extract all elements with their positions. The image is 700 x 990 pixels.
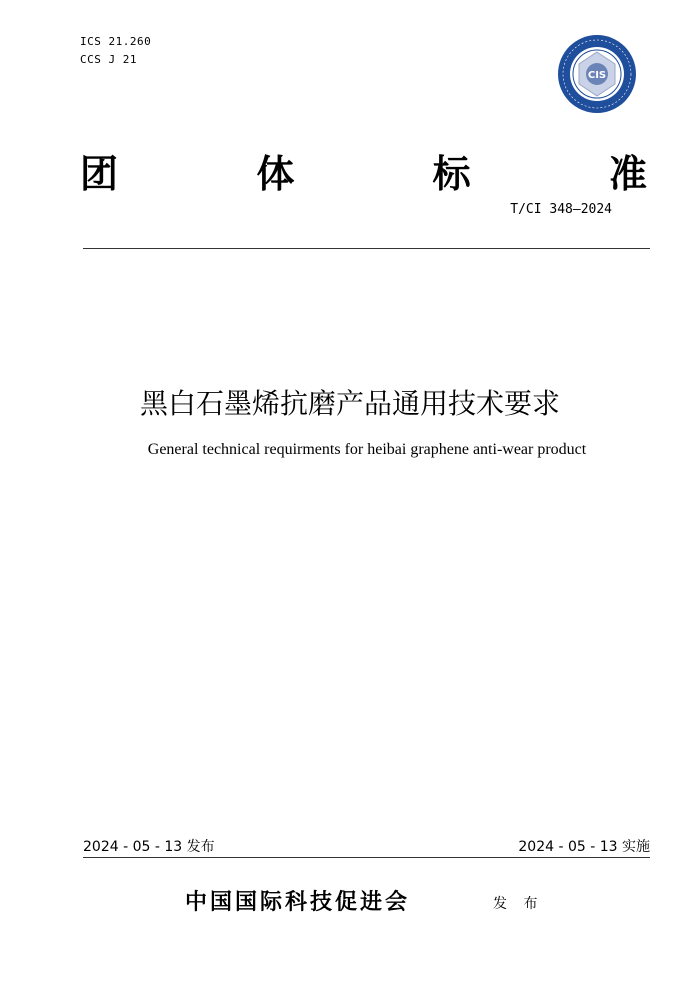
ccs-code: CCS J 21 xyxy=(80,53,137,66)
standard-number: T/CI 348—2024 xyxy=(510,202,612,217)
organization-logo-icon xyxy=(557,34,637,114)
title-english: General technical requirments for heibai graphene anti-wear product xyxy=(147,441,587,458)
doc-type-char: 准 xyxy=(608,151,647,196)
logo-emblem-text: CIS xyxy=(587,70,607,81)
doc-type-char: 体 xyxy=(256,151,295,196)
document-type-heading xyxy=(80,145,647,195)
title-chinese: 黑白石墨烯抗磨产品通用技术要求 xyxy=(139,387,560,420)
doc-type-char: 团 xyxy=(80,151,119,196)
top-divider xyxy=(83,248,650,249)
implementation-date: 2024 - 05 - 13 实施 xyxy=(518,839,650,855)
bottom-divider xyxy=(83,857,650,858)
issue-date: 2024 - 05 - 13 发布 xyxy=(83,839,215,855)
publisher-organization: 中国国际科技促进会 xyxy=(185,890,411,915)
publish-label: 发 布 xyxy=(493,896,544,912)
doc-type-char: 标 xyxy=(432,151,471,196)
ics-code: ICS 21.260 xyxy=(80,35,152,48)
